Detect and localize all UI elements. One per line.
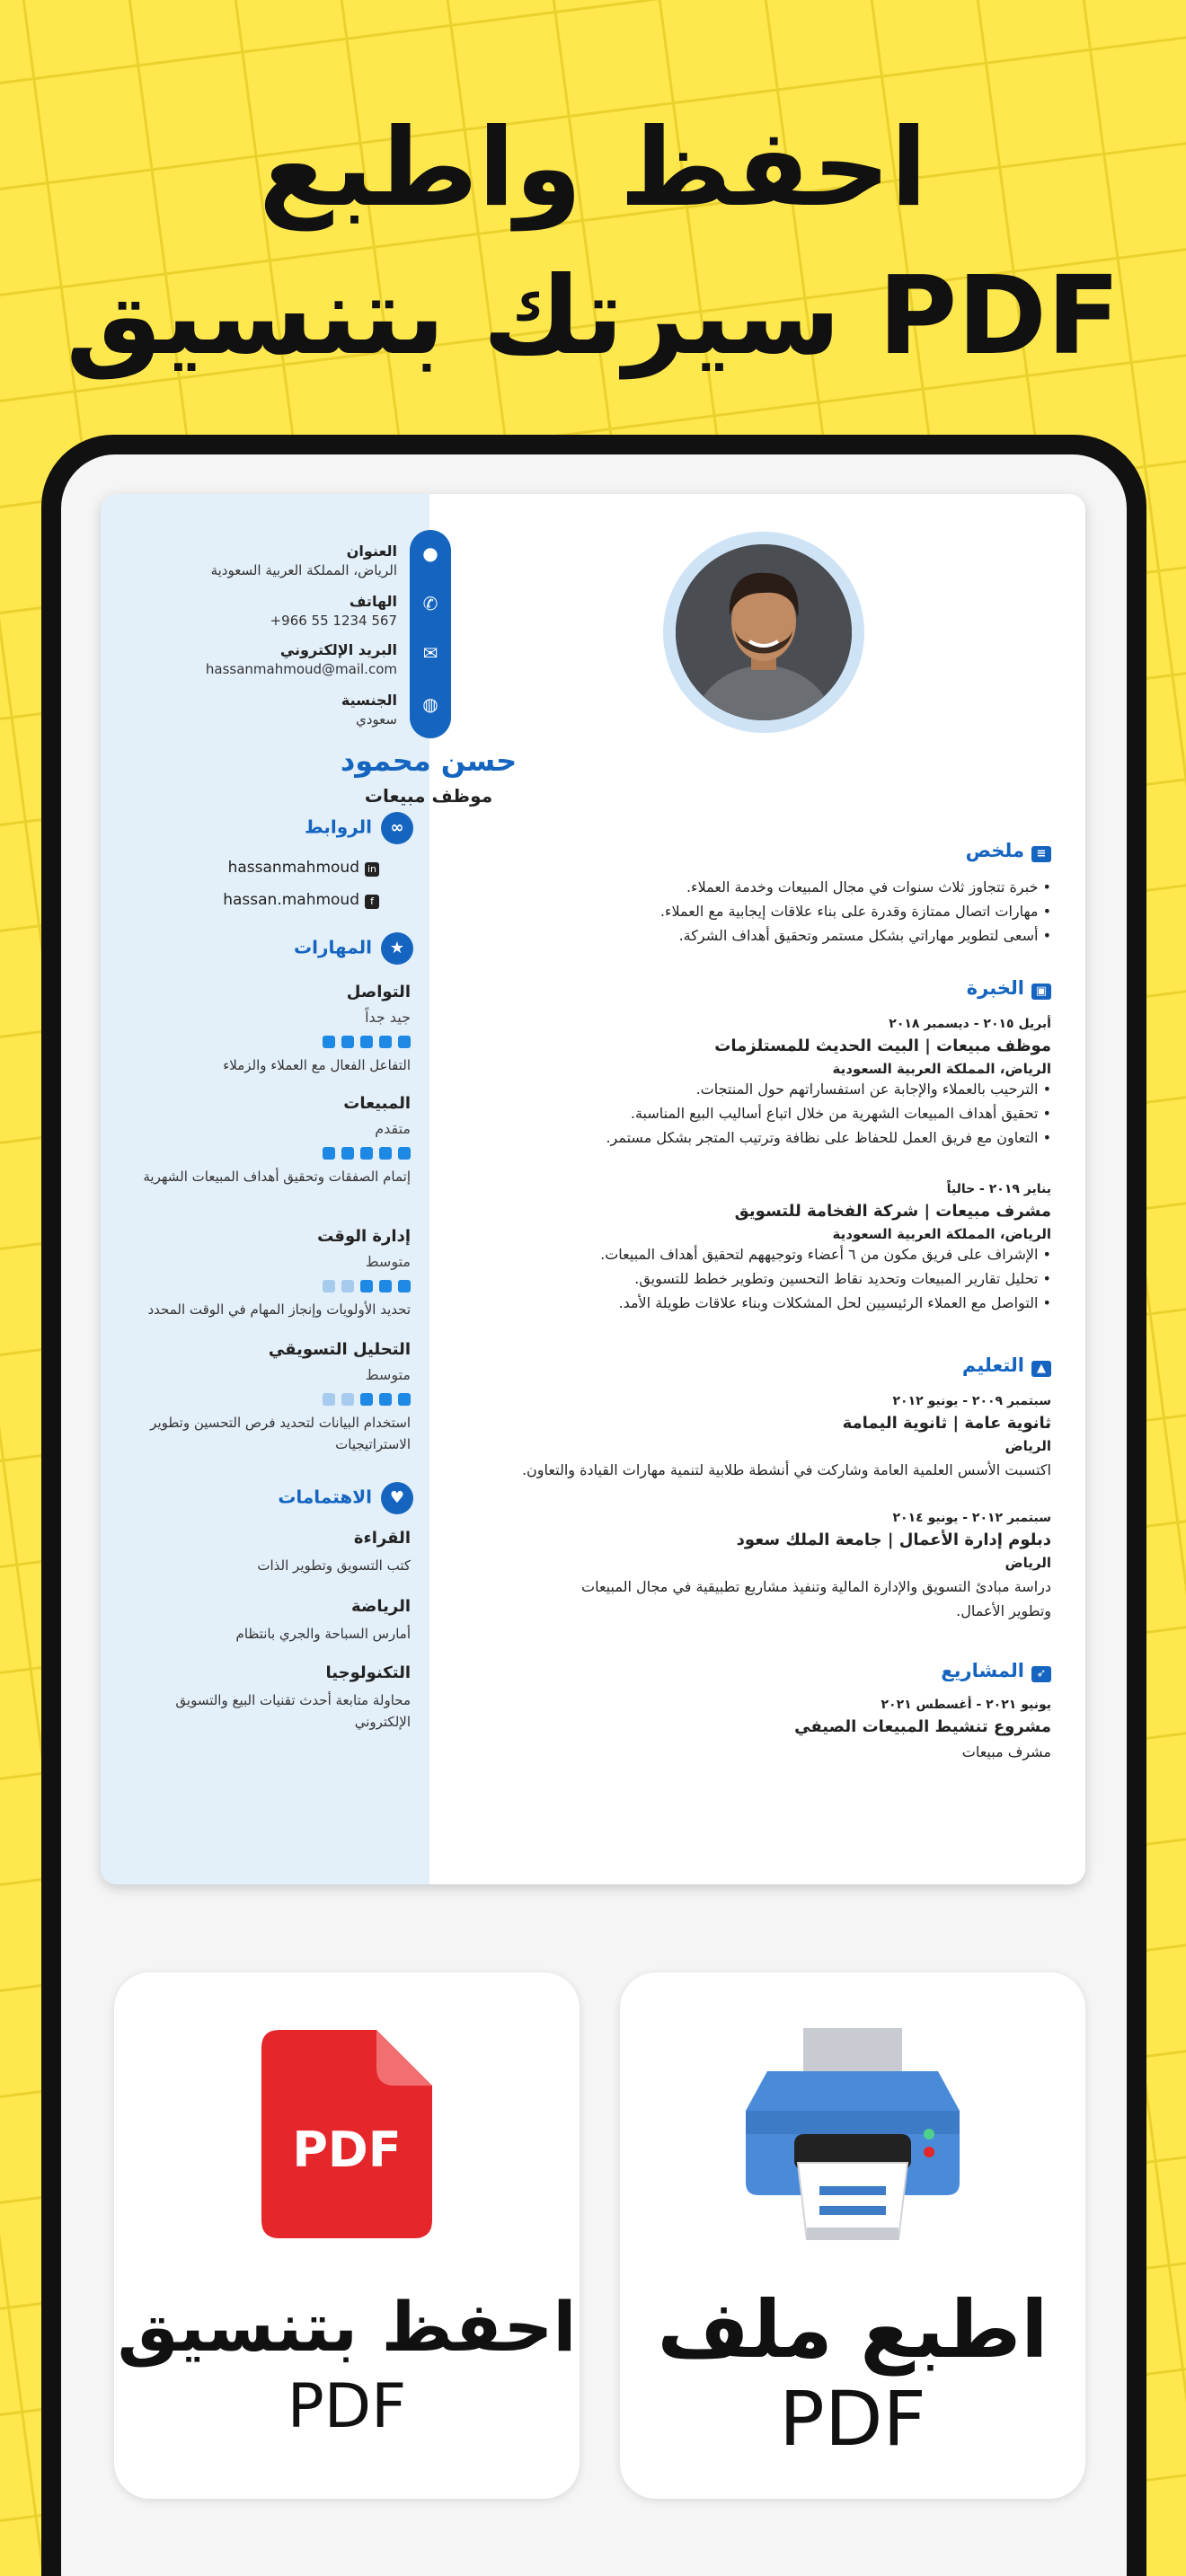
graduation-cap-icon: ▲ — [1031, 1361, 1051, 1377]
skill-name: التحليل التسويقي — [268, 1340, 411, 1359]
summary-block — [458, 875, 1051, 948]
education-title: ثانوية عامة | ثانوية اليمامة — [842, 1414, 1051, 1433]
contact-value: hassanmahmoud@mail.com — [205, 661, 397, 677]
contact-label: الجنسية — [341, 692, 397, 709]
experience-location: الرياض، المملكة العربية السعودية — [832, 1226, 1051, 1242]
mail-icon: ✉ — [422, 642, 438, 664]
skill-item — [119, 1340, 411, 1455]
contact-value: الرياض، المملكة العربية السعودية — [210, 562, 397, 578]
project-dates: يونيو ٢٠٢١ - أغسطس ٢٠٢١ — [881, 1698, 1051, 1712]
globe-icon: ◍ — [422, 693, 438, 715]
skill-rating — [119, 1035, 411, 1047]
save-pdf-format: PDF — [287, 2371, 407, 2442]
interests-heading — [126, 1482, 413, 1514]
education-item — [458, 1394, 1051, 1482]
project-role: مشرف مبيعات — [961, 1743, 1051, 1760]
skill-desc: التفاعل الفعال مع العملاء والزملاء — [223, 1057, 411, 1073]
skill-level: متوسط — [365, 1366, 411, 1383]
skills-heading — [126, 932, 413, 965]
summary-heading — [966, 840, 1051, 862]
pdf-file-icon — [261, 2030, 432, 2238]
printer-icon — [740, 2028, 965, 2240]
experience-bullet: • التعاون مع فريق العمل للحفاظ على نظافة وترتيب المتجر بشكل مستمر. — [606, 1129, 1051, 1146]
skill-level: متقدم — [375, 1120, 411, 1137]
contact-label: الهاتف — [349, 593, 397, 610]
skill-rating — [119, 1279, 411, 1292]
skill-name: التواصل — [346, 983, 411, 1001]
profile-photo — [663, 532, 864, 733]
skill-desc: تحديد الأولويات وإنجاز المهام في الوقت المحدد — [147, 1301, 411, 1318]
experience-bullet: • الترحيب بالعملاء والإجابة عن استفساراتهم حول المنتجات. — [695, 1081, 1051, 1098]
skill-rating — [119, 1146, 411, 1159]
skills-title: المهارات — [294, 936, 372, 958]
experience-bullet: • تحليل تقارير المبيعات وتحديد نقاط التحسين وتطوير خطط للتسويق. — [634, 1270, 1051, 1287]
skill-name: إدارة الوقت — [317, 1227, 411, 1246]
linkedin-icon: in — [365, 862, 379, 877]
facebook-icon: f — [365, 895, 379, 909]
skill-item — [119, 1227, 411, 1320]
skill-desc: إتمام الصفقات وتحقيق أهداف المبيعات الشهرية — [143, 1169, 411, 1185]
interest-name: الرياضة — [351, 1597, 411, 1616]
interest-name: القراءة — [353, 1529, 411, 1548]
experience-bullet: • تحقيق أهداف المبيعات الشهرية من خلال اتباع أساليب البيع المناسبة. — [630, 1105, 1051, 1122]
summary-line: • خبرة تتجاوز ثلاث سنوات في مجال المبيعات وخدمة العملاء. — [686, 878, 1051, 895]
link-linkedin[interactable] — [101, 859, 379, 877]
experience-title: موظف مبيعات | البيت الحديث للمستلزمات — [714, 1037, 1051, 1055]
interest-name: التكنولوجيا — [325, 1663, 411, 1682]
experience-dates: أبريل ٢٠١٥ - ديسمبر ٢٠١٨ — [889, 1017, 1051, 1031]
education-dates: سبتمبر ٢٠٠٩ - يونيو ٢٠١٢ — [892, 1394, 1051, 1408]
link-text: hassan.mahmoud — [223, 891, 359, 909]
link-text: hassanmahmoud — [227, 859, 359, 877]
experience-bullet: • الإشراف على فريق مكون من ٦ أعضاء وتوجيههم لتحقيق أهداف المبيعات. — [600, 1246, 1051, 1263]
contact-icon-strip — [410, 530, 451, 738]
skill-item — [119, 983, 411, 1076]
print-pdf-label: اطبع ملف — [657, 2283, 1049, 2376]
avatar — [676, 544, 852, 720]
interests-title: الاهتمامات — [278, 1486, 372, 1508]
skill-level: متوسط — [365, 1253, 411, 1270]
phone-icon: ✆ — [422, 593, 438, 614]
pdf-icon-text: PDF — [292, 2122, 402, 2178]
briefcase-icon: ▣ — [1031, 984, 1051, 1000]
location-icon: ● — [422, 543, 438, 564]
projects-title: المشاريع — [941, 1660, 1024, 1681]
link-icon: ∞ — [381, 812, 413, 844]
link-facebook[interactable] — [101, 891, 379, 909]
links-title: الروابط — [304, 816, 372, 838]
project-title: مشروع تنشيط المبيعات الصيفي — [794, 1717, 1051, 1736]
interest-item — [119, 1663, 411, 1733]
rocket-icon: ➶ — [1031, 1666, 1051, 1682]
interest-item — [119, 1529, 411, 1576]
skill-rating — [119, 1392, 411, 1405]
education-location: الرياض — [1005, 1555, 1051, 1571]
headline — [0, 94, 1186, 391]
experience-dates: يناير ٢٠١٩ - حالياً — [946, 1182, 1051, 1196]
interest-desc: محاولة متابعة أحدث تقنيات البيع والتسويق الإلكتروني — [175, 1692, 411, 1730]
experience-title: الخبرة — [966, 977, 1024, 999]
education-location: الرياض — [1005, 1438, 1051, 1454]
save-pdf-button[interactable] — [114, 1972, 580, 2499]
heart-icon: ♥ — [381, 1482, 413, 1514]
summary-line: • مهارات اتصال ممتازة وقدرة على بناء علاقات إيجابية مع العملاء. — [659, 903, 1051, 920]
interest-desc: أمارس السباحة والجري بانتظام — [235, 1626, 411, 1642]
education-item — [548, 1511, 1051, 1623]
contact-phone — [137, 593, 397, 629]
experience-heading — [967, 977, 1051, 1000]
education-dates: سبتمبر ٢٠١٢ - يونيو ٢٠١٤ — [892, 1511, 1051, 1525]
summary-line: • أسعى لتطوير مهاراتي بشكل مستمر وتحقيق أهداف الشركة. — [678, 927, 1051, 944]
experience-item — [458, 1017, 1051, 1150]
skill-name: المبيعات — [343, 1094, 411, 1113]
contact-label: العنوان — [346, 543, 397, 560]
project-item — [458, 1698, 1051, 1764]
experience-location: الرياض، المملكة العربية السعودية — [832, 1061, 1051, 1077]
resume-name: حسن محمود — [340, 744, 518, 778]
experience-bullet: • التواصل مع العملاء الرئيسيين لحل المشكلات وبناء علاقات طويلة الأمد. — [618, 1294, 1051, 1311]
contact-label: البريد الإلكتروني — [279, 641, 397, 658]
summary-title: ملخص — [965, 840, 1024, 861]
interest-item — [119, 1597, 411, 1645]
links-heading — [126, 812, 413, 844]
projects-heading — [941, 1660, 1051, 1682]
experience-title: مشرف مبيعات | شركة الفخامة للتسويق — [734, 1202, 1051, 1221]
contact-email — [137, 641, 397, 677]
contact-value: +966 55 1234 567 — [270, 613, 397, 629]
star-icon: ★ — [381, 932, 413, 965]
print-pdf-format: PDF — [779, 2375, 926, 2463]
education-title: التعليم — [961, 1354, 1024, 1376]
skill-level: جيد جداً — [365, 1009, 411, 1026]
contact-value: سعودي — [356, 711, 397, 728]
skill-item — [119, 1094, 411, 1187]
education-heading — [962, 1354, 1051, 1377]
education-title: دبلوم إدارة الأعمال | جامعة الملك سعود — [736, 1531, 1051, 1549]
skill-desc: استخدام البيانات لتحديد فرص التحسين وتطوير الاستراتيجيات — [150, 1415, 411, 1452]
print-pdf-button[interactable] — [620, 1972, 1085, 2499]
education-desc: دراسة مبادئ التسويق والإدارة المالية وتنفيذ مشاريع تطبيقية في مجال المبيعات وتطوير الأعمال. — [581, 1578, 1051, 1619]
interest-desc: كتب التسويق وتطوير الذات — [257, 1557, 411, 1574]
resume-role: موظف مبيعات — [364, 785, 493, 807]
headline-line-1: احفظ واطبع — [259, 106, 927, 231]
contact-address — [137, 543, 397, 578]
experience-item — [458, 1182, 1051, 1315]
contact-nationality — [137, 692, 397, 728]
resume-preview[interactable] — [101, 494, 1085, 1884]
save-pdf-label: احفظ بتنسيق — [117, 2287, 577, 2367]
headline-line-2: سيرتك بتنسيق PDF — [66, 254, 1120, 379]
list-icon: ≡ — [1031, 846, 1051, 862]
education-desc: اكتسبت الأسس العلمية العامة وشاركت في أنشطة طلابية لتنمية مهارات القيادة والتعاون. — [521, 1461, 1051, 1478]
